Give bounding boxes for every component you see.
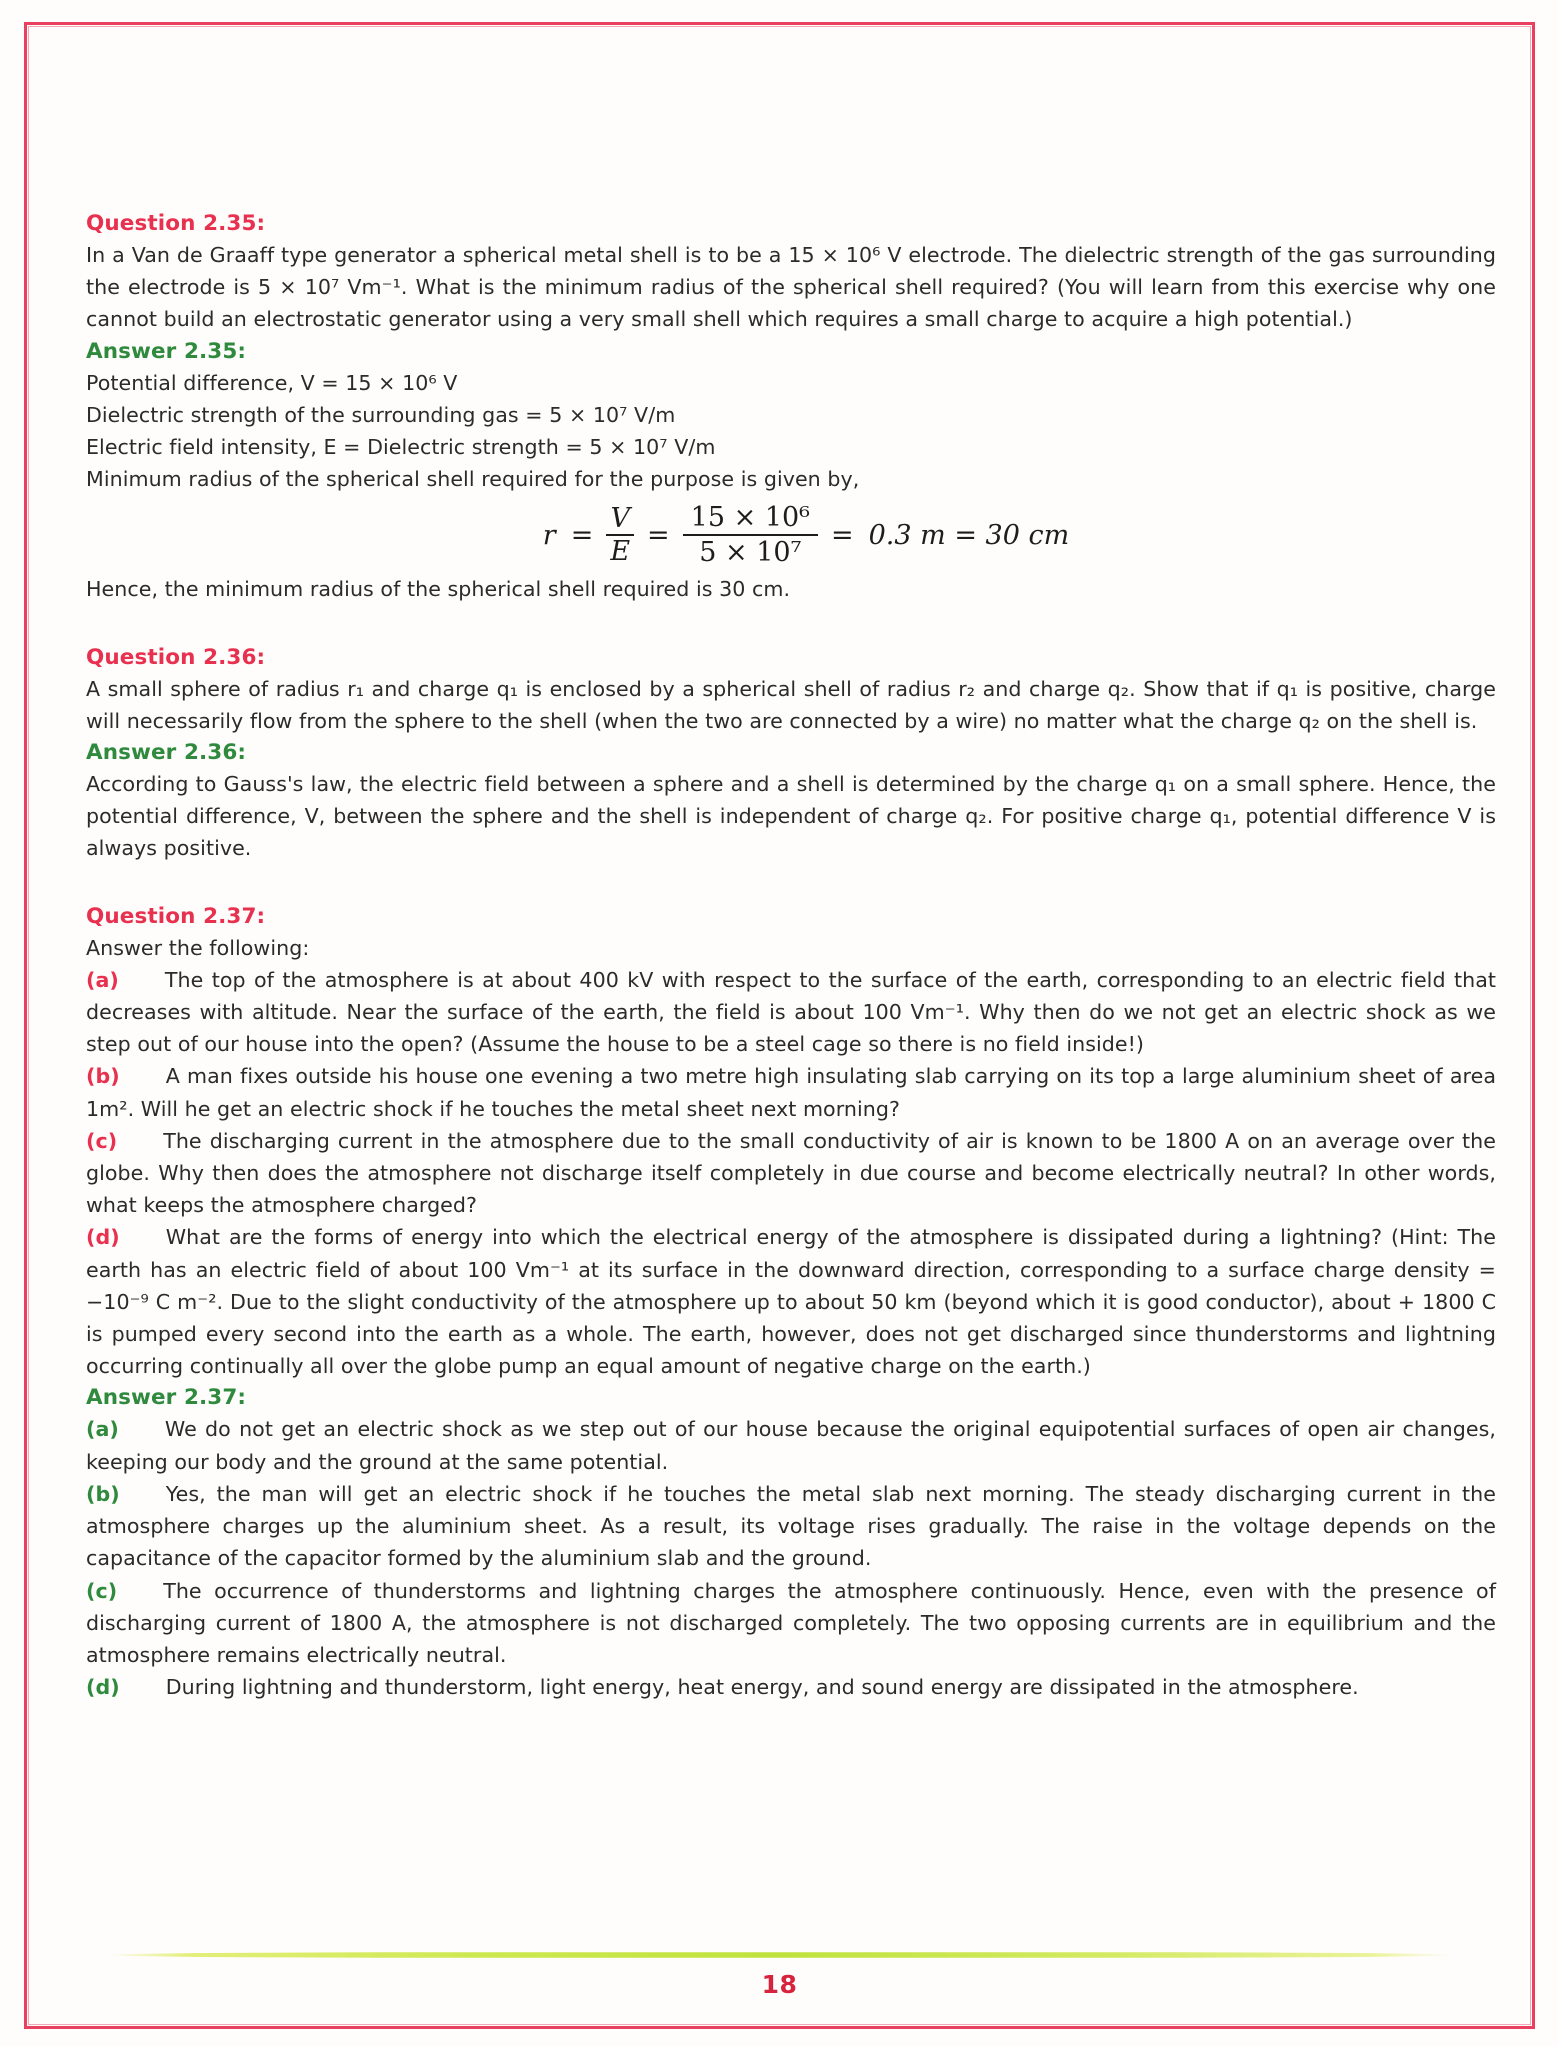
page-content bbox=[86, 208, 1496, 1703]
formula-result: 0.3 m = 30 cm bbox=[868, 519, 1070, 551]
answer-2-35-line-2: Dielectric strength of the surrounding gas = 5 × 10⁷ V/m bbox=[86, 402, 676, 427]
question-2-37-intro: Answer the following: bbox=[86, 935, 310, 960]
section-question-2-37 bbox=[86, 901, 1496, 1383]
answer-part-label-a: (a) bbox=[86, 1417, 119, 1442]
question-2-36-body: A small sphere of radius r₁ and charge q₁ is enclosed by a spherical shell of radius r₂ and charge q₂. Show that if q₁ is positive, charge will necessarily flow from the sphere to the shell (when the two are connected by a wire) no matter what the charge q₂ on the shell is. bbox=[86, 676, 1496, 733]
page-footer bbox=[100, 1950, 1459, 1999]
question-2-36-heading: Question 2.36: bbox=[86, 644, 266, 670]
formula-equals-1: = bbox=[570, 519, 594, 551]
answer-2-36-body: According to Gauss's law, the electric field between a sphere and a shell is determined by the charge q₁ on a small sphere. Hence, the potential difference, V, between the sphere and the shell is independent of charge q₂. For positive charge q₁, potential difference V is always positive. bbox=[86, 772, 1496, 861]
part-text-b: A man fixes outside his house one evening a two metre high insulating slab carrying on its top a large aluminium sheet of area 1m². Will he get an electric shock if he touches the metal sheet next morning? bbox=[86, 1064, 1496, 1121]
formula-equals-3: = bbox=[831, 519, 854, 551]
answer-part-text-a: We do not get an electric shock as we step out of our house because the original equipotential surfaces of open air changes, keeping our body and the ground at the same potential. bbox=[86, 1417, 1496, 1474]
formula-numerator-v: V bbox=[610, 503, 630, 535]
formula-denominator-value: 5 × 10⁷ bbox=[699, 537, 802, 569]
formula-fraction-numeric bbox=[683, 501, 818, 569]
question-2-37-part-d bbox=[86, 1221, 1496, 1382]
answer-2-36-heading: Answer 2.36: bbox=[86, 740, 247, 766]
question-2-35-body: In a Van de Graaff type generator a spherical metal shell is to be a 15 × 10⁶ V electrode. The dielectric strength of the gas surrounding the electrode is 5 × 10⁷ Vm⁻¹. What is the minimum radius of the spherical shell required? (You will learn from this exercise why one cannot build an electrostatic generator using a very small shell which requires a small charge to acquire a high potential.) bbox=[86, 243, 1496, 332]
part-text-c: The discharging current in the atmosphere due to the small conductivity of air is known to be 1800 A on an average over the globe. Why then does the atmosphere not discharge itself completely in due course and become electrically neutral? In other words, what keeps the atmosphere charged? bbox=[86, 1128, 1496, 1218]
formula-minimum-radius bbox=[86, 501, 1496, 569]
section-answer-2-36 bbox=[86, 737, 1496, 865]
spacer-2 bbox=[86, 865, 1496, 901]
question-2-37-part-c bbox=[86, 1125, 1496, 1222]
section-answer-2-35 bbox=[86, 336, 1496, 606]
part-label-d: (d) bbox=[86, 1225, 120, 1250]
part-label-c: (c) bbox=[86, 1128, 118, 1153]
part-label-b: (b) bbox=[86, 1064, 120, 1089]
formula-numerator-value: 15 × 10⁶ bbox=[690, 502, 810, 534]
answer-2-37-part-c bbox=[86, 1575, 1496, 1672]
answer-2-37-part-a bbox=[86, 1413, 1496, 1477]
answer-2-37-part-b bbox=[86, 1478, 1496, 1575]
question-2-37-part-b bbox=[86, 1060, 1496, 1124]
part-text-d: What are the forms of energy into which the electrical energy of the atmosphere is dissipated during a lightning? (Hint: The earth has an electric field of about 100 Vm⁻¹ at its surface in the downward direction, corresponding to a surface charge density = −10⁻⁹ C m⁻². Due to the slight conductivity of the atmosphere up to about 50 km (beyond which it is good conductor), about + 1800 C is pumped every second into the earth as a whole. The earth, however, does not get discharged since thunderstorms and lightning occurring continually all over the globe pump an equal amount of negative charge on the earth.) bbox=[86, 1225, 1496, 1379]
question-2-35-heading: Question 2.35: bbox=[86, 211, 266, 236]
part-label-a: (a) bbox=[86, 967, 119, 992]
answer-2-35-conclusion: Hence, the minimum radius of the spherical shell required is 30 cm. bbox=[86, 577, 791, 602]
question-2-37-part-a bbox=[86, 964, 1496, 1061]
part-text-a: The top of the atmosphere is at about 400 kV with respect to the surface of the earth, corresponding to an electric field that decreases with altitude. Near the surface of the earth, the field is about 100 Vm⁻¹. Why then do we not get an electric shock as we step out of our house into the open? (Assume the house to be a steel cage so there is no field inside!) bbox=[86, 967, 1496, 1057]
formula-fraction-v-over-e bbox=[606, 503, 634, 567]
section-answer-2-37 bbox=[86, 1382, 1496, 1703]
formula-variable-r: r bbox=[542, 519, 556, 551]
answer-2-35-heading: Answer 2.35: bbox=[86, 338, 247, 364]
answer-2-37-heading: Answer 2.37: bbox=[86, 1385, 247, 1411]
answer-2-35-line-4: Minimum radius of the spherical shell required for the purpose is given by, bbox=[86, 467, 860, 492]
answer-part-label-c: (c) bbox=[86, 1578, 118, 1603]
formula-denominator-e: E bbox=[610, 536, 631, 568]
answer-2-37-part-d bbox=[86, 1671, 1496, 1703]
answer-2-35-line-3: Electric field intensity, E = Dielectric strength = 5 × 10⁷ V/m bbox=[86, 435, 716, 460]
footer-decorative-bar bbox=[106, 1952, 1454, 1958]
section-question-2-36 bbox=[86, 642, 1496, 737]
question-2-37-heading: Question 2.37: bbox=[86, 903, 266, 929]
section-question-2-35 bbox=[86, 208, 1496, 336]
answer-part-label-d: (d) bbox=[86, 1675, 120, 1700]
answer-2-35-line-1: Potential difference, V = 15 × 10⁶ V bbox=[86, 370, 458, 395]
page-number: 18 bbox=[761, 1970, 798, 1999]
answer-part-label-b: (b) bbox=[86, 1481, 120, 1506]
formula-equals-2: = bbox=[647, 519, 670, 551]
answer-part-text-c: The occurrence of thunderstorms and lightning charges the atmosphere continuously. Hence, even with the presence of discharging current of 1800 A, the atmosphere is not discharged completely. The two opposing currents are in equilibrium and the atmosphere remains electrically neutral. bbox=[86, 1578, 1496, 1667]
answer-part-text-d: During lightning and thunderstorm, light energy, heat energy, and sound energy are dissipated in the atmosphere. bbox=[165, 1675, 1359, 1700]
spacer-1 bbox=[86, 606, 1496, 642]
answer-part-text-b: Yes, the man will get an electric shock if he touches the metal slab next morning. The steady discharging current in the atmosphere charges up the aluminium sheet. As a result, its voltage rises gradually. The raise in the voltage depends on the capacitance of the capacitor formed by the aluminium slab and the ground. bbox=[86, 1481, 1496, 1571]
